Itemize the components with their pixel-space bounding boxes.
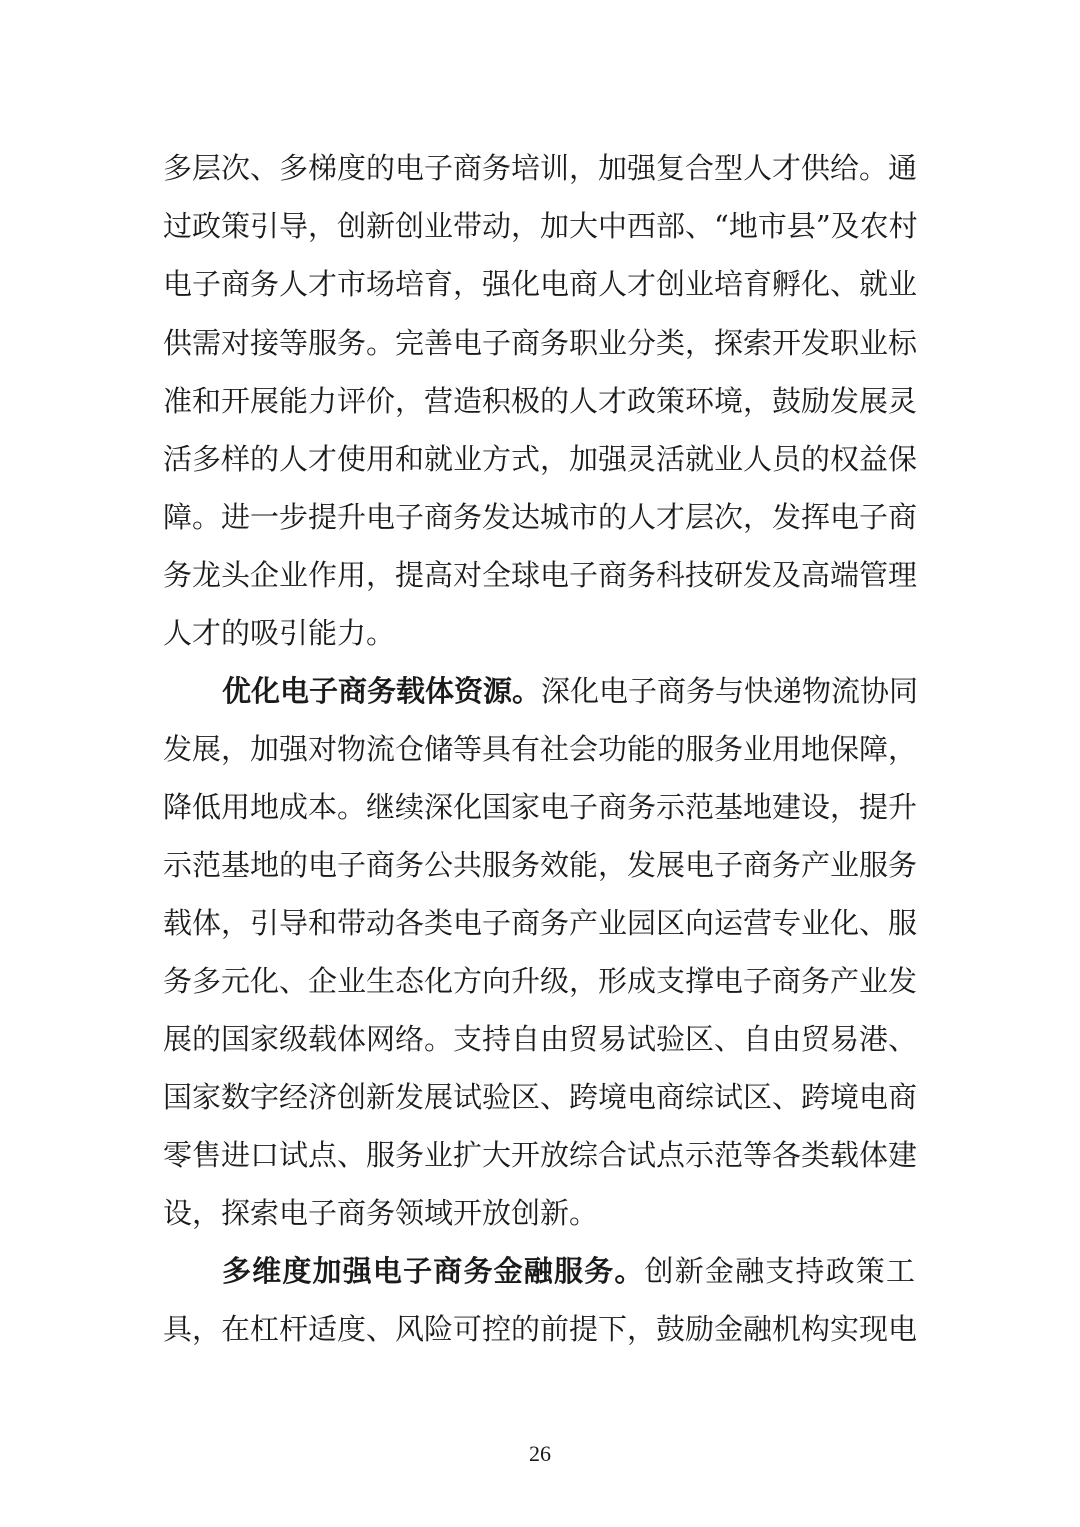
paragraph-line: 设，探索电子商务领域开放创新。	[163, 1196, 599, 1230]
paragraph-first-line	[222, 1246, 915, 1296]
paragraph-line: 过政策引导，创新创业带动，加大中西部、“地市县”及农村	[163, 209, 918, 243]
paragraph-line: 国家数字经济创新发展试验区、跨境电商综试区、跨境电商	[163, 1080, 918, 1114]
paragraph-line: 展的国家级载体网络。支持自由贸易试验区、自由贸易港、	[163, 1022, 918, 1056]
paragraph-first-line	[222, 666, 919, 716]
paragraph-line: 降低用地成本。继续深化国家电子商务示范基地建设，提升	[163, 790, 918, 824]
paragraph-text: 深化电子商务与快递物流协同	[541, 674, 919, 708]
paragraph-heading: 优化电子商务载体资源。	[222, 674, 542, 708]
paragraph-line: 电子商务人才市场培育，强化电商人才创业培育孵化、就业	[163, 267, 918, 301]
paragraph-line: 务多元化、企业生态化方向升级，形成支撑电子商务产业发	[163, 964, 918, 998]
paragraph-line: 载体，引导和带动各类电子商务产业园区向运营专业化、服	[163, 906, 918, 940]
paragraph-line: 供需对接等服务。完善电子商务职业分类，探索开发职业标	[163, 326, 918, 360]
paragraph-line: 示范基地的电子商务公共服务效能，发展电子商务产业服务	[163, 848, 918, 882]
paragraph-line: 多层次、多梯度的电子商务培训，加强复合型人才供给。通	[163, 151, 918, 185]
paragraph-line: 务龙头企业作用，提高对全球电子商务科技研发及高端管理	[163, 558, 918, 592]
paragraph-line: 零售进口试点、服务业扩大开放综合试点示范等各类载体建	[163, 1138, 918, 1172]
paragraph-text: 创新金融支持政策工	[644, 1254, 915, 1288]
paragraph-line: 具，在杠杆适度、风险可控的前提下，鼓励金融机构实现电	[163, 1312, 918, 1346]
paragraph-line: 活多样的人才使用和就业方式，加强灵活就业人员的权益保	[163, 442, 918, 476]
paragraph-line: 发展，加强对物流仓储等具有社会功能的服务业用地保障，	[163, 732, 918, 766]
paragraph-line: 障。进一步提升电子商务发达城市的人才层次，发挥电子商	[163, 500, 918, 534]
paragraph-heading: 多维度加强电子商务金融服务。	[222, 1254, 645, 1288]
paragraph-line: 人才的吸引能力。	[163, 616, 396, 650]
page-number: 26	[529, 1441, 551, 1466]
paragraph-line: 准和开展能力评价，营造积极的人才政策环境，鼓励发展灵	[163, 384, 918, 418]
